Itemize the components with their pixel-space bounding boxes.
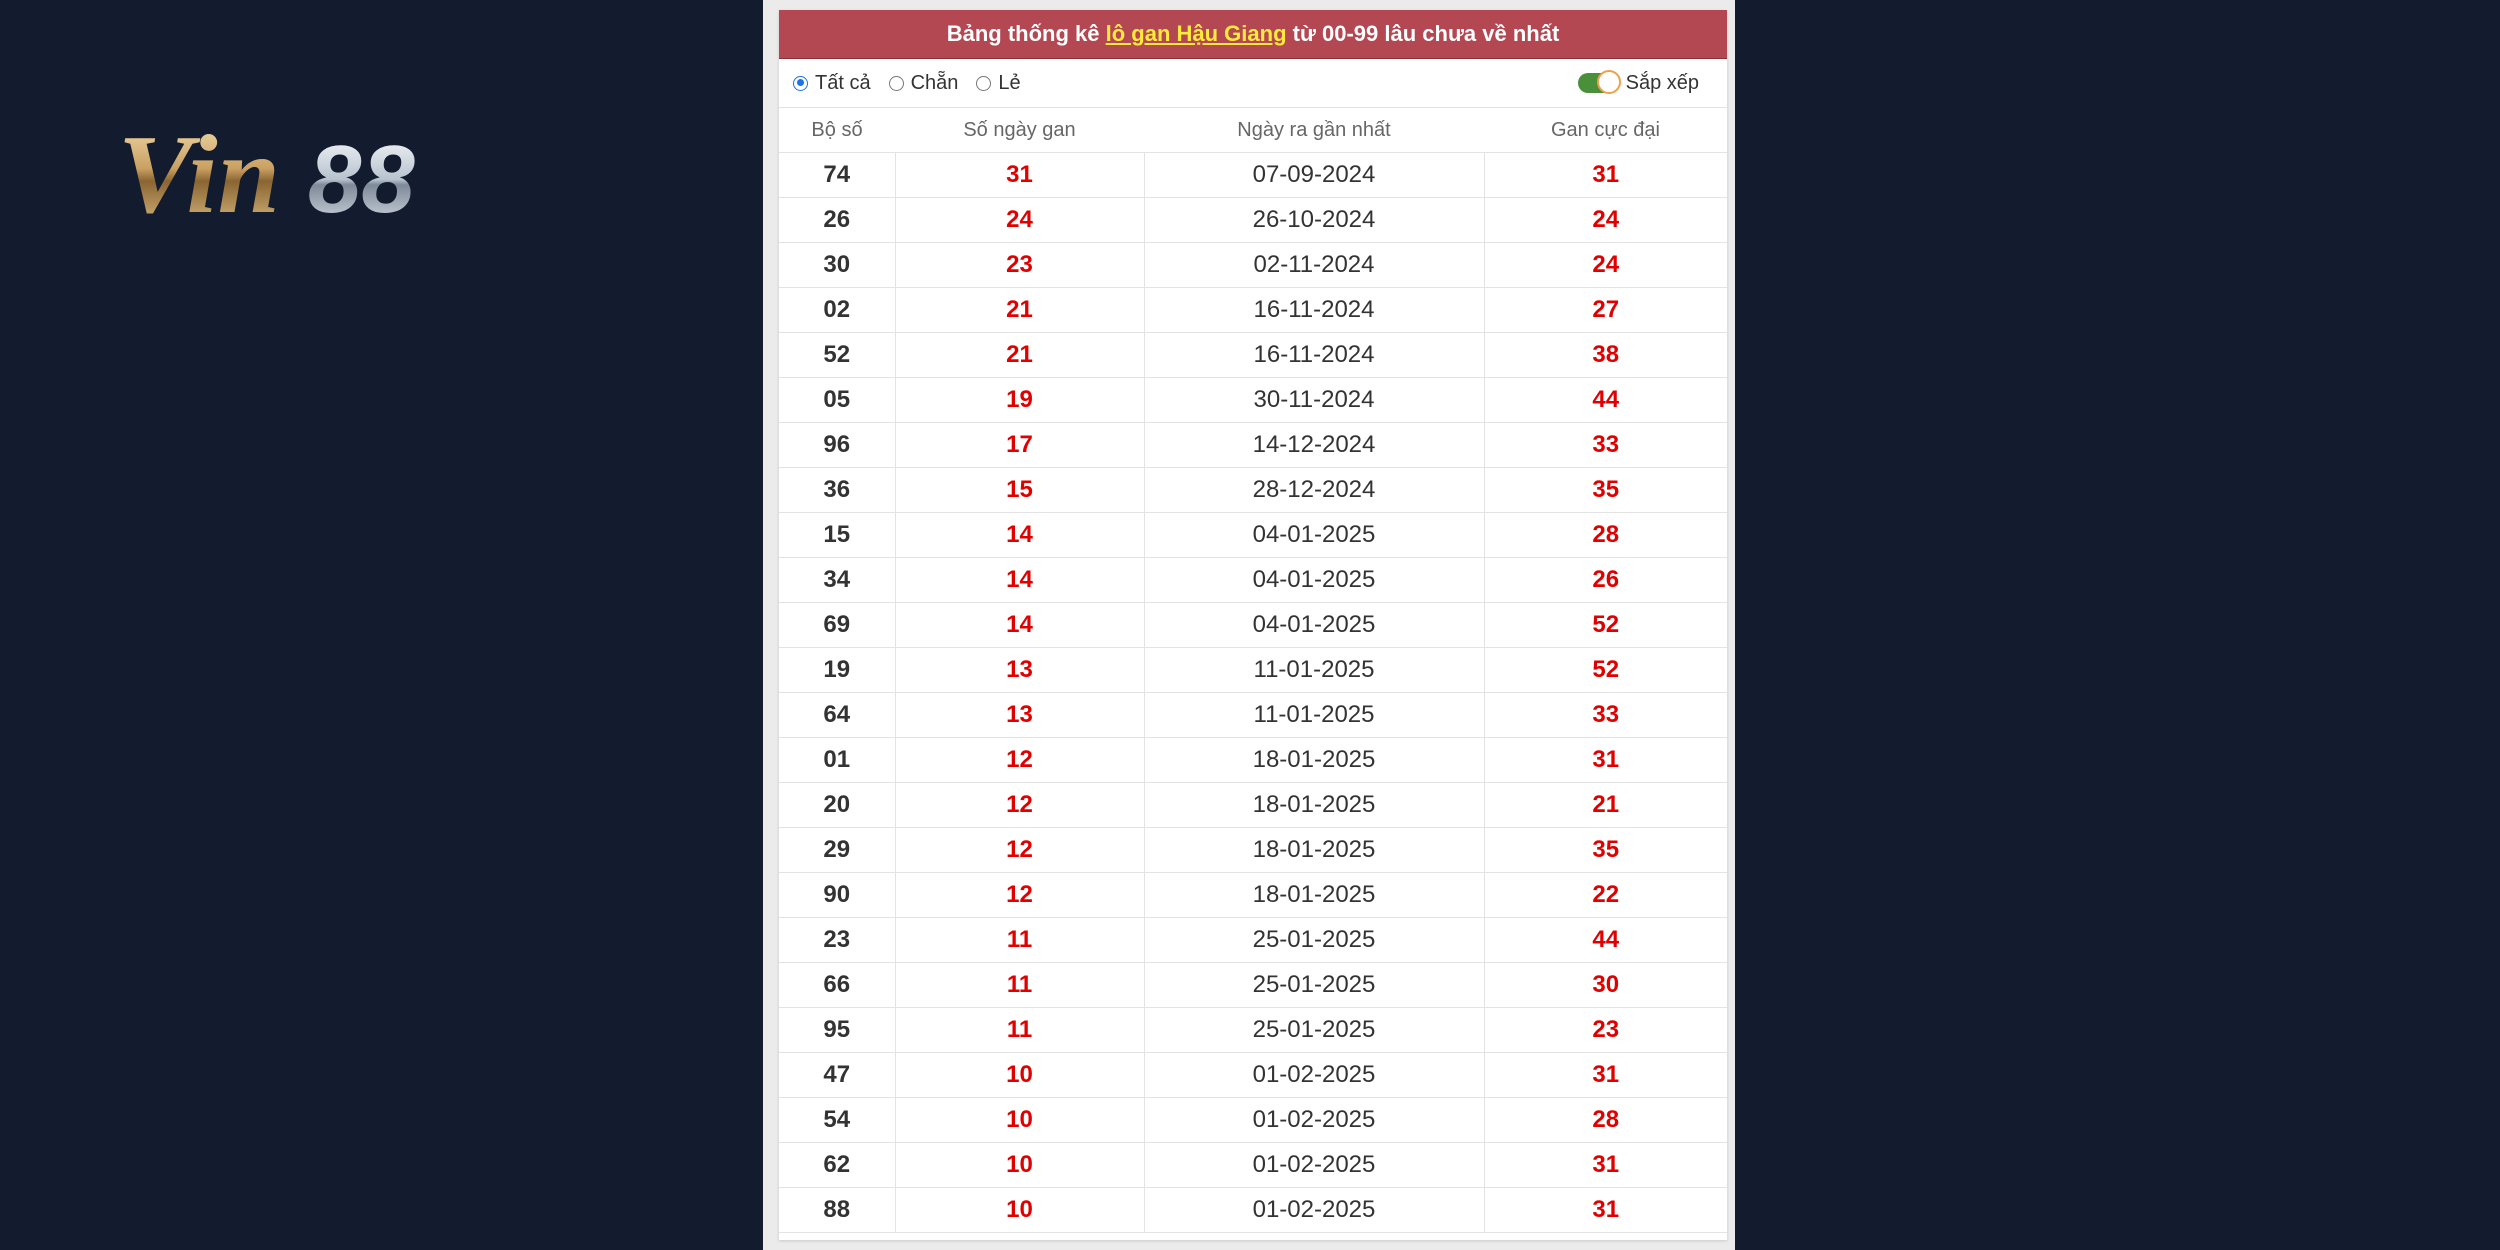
cell-last-date: 30-11-2024 (1144, 378, 1484, 423)
cell-number: 26 (779, 198, 895, 243)
table-row (779, 1053, 1727, 1098)
table-row (779, 738, 1727, 783)
cell-last-date: 16-11-2024 (1144, 288, 1484, 333)
cell-gan-days: 12 (895, 738, 1144, 783)
cell-gan-days: 13 (895, 693, 1144, 738)
table-row (779, 468, 1727, 513)
cell-last-date: 02-11-2024 (1144, 243, 1484, 288)
cell-number: 34 (779, 558, 895, 603)
filter-bar (779, 59, 1727, 108)
table-row (779, 603, 1727, 648)
cell-last-date: 01-02-2025 (1144, 1143, 1484, 1188)
cell-max-gan: 33 (1484, 423, 1727, 468)
table-row (779, 693, 1727, 738)
cell-gan-days: 15 (895, 468, 1144, 513)
cell-number: 88 (779, 1188, 895, 1233)
cell-gan-days: 10 (895, 1188, 1144, 1233)
toggle-knob (1597, 70, 1621, 94)
cell-last-date: 04-01-2025 (1144, 558, 1484, 603)
header-last-date: Ngày ra gần nhất (1144, 108, 1484, 153)
cell-max-gan: 31 (1484, 738, 1727, 783)
parity-filter (793, 59, 1039, 107)
header-max-gan: Gan cực đại (1484, 108, 1727, 153)
cell-gan-days: 12 (895, 783, 1144, 828)
cell-number: 23 (779, 918, 895, 963)
cell-gan-days: 19 (895, 378, 1144, 423)
title-link[interactable]: lô gan Hậu Giang (1105, 21, 1287, 46)
title-prefix: Bảng thống kê (946, 21, 1106, 46)
cell-number: 95 (779, 1008, 895, 1053)
card-title (779, 10, 1727, 59)
logo-text-88: 88 (308, 126, 415, 233)
table-header-row (779, 108, 1727, 153)
sort-control (1578, 59, 1699, 107)
title-suffix: từ 00-99 lâu chưa về nhất (1286, 21, 1560, 46)
cell-number: 36 (779, 468, 895, 513)
cell-max-gan: 21 (1484, 783, 1727, 828)
vin88-logo (118, 112, 488, 237)
cell-max-gan: 23 (1484, 1008, 1727, 1053)
table-row (779, 873, 1727, 918)
cell-number: 19 (779, 648, 895, 693)
cell-max-gan: 30 (1484, 963, 1727, 1008)
cell-max-gan: 31 (1484, 1188, 1727, 1233)
cell-gan-days: 14 (895, 513, 1144, 558)
cell-max-gan: 24 (1484, 198, 1727, 243)
cell-max-gan: 31 (1484, 1053, 1727, 1098)
cell-last-date: 07-09-2024 (1144, 153, 1484, 198)
table-row (779, 1188, 1727, 1233)
cell-number: 15 (779, 513, 895, 558)
cell-number: 30 (779, 243, 895, 288)
cell-gan-days: 10 (895, 1098, 1144, 1143)
cell-last-date: 04-01-2025 (1144, 603, 1484, 648)
header-number: Bộ số (779, 108, 895, 153)
cell-gan-days: 11 (895, 918, 1144, 963)
cell-number: 29 (779, 828, 895, 873)
table-row (779, 828, 1727, 873)
cell-gan-days: 21 (895, 333, 1144, 378)
cell-gan-days: 11 (895, 963, 1144, 1008)
cell-number: 05 (779, 378, 895, 423)
cell-number: 47 (779, 1053, 895, 1098)
table-row (779, 288, 1727, 333)
cell-gan-days: 17 (895, 423, 1144, 468)
cell-gan-days: 10 (895, 1143, 1144, 1188)
cell-max-gan: 52 (1484, 648, 1727, 693)
content-panel (763, 0, 1735, 1250)
cell-gan-days: 12 (895, 828, 1144, 873)
cell-gan-days: 23 (895, 243, 1144, 288)
cell-last-date: 11-01-2025 (1144, 693, 1484, 738)
table-row (779, 558, 1727, 603)
stats-card (779, 10, 1727, 1240)
cell-last-date: 11-01-2025 (1144, 648, 1484, 693)
cell-max-gan: 44 (1484, 918, 1727, 963)
cell-last-date: 01-02-2025 (1144, 1098, 1484, 1143)
cell-last-date: 26-10-2024 (1144, 198, 1484, 243)
table-row (779, 1098, 1727, 1143)
cell-last-date: 01-02-2025 (1144, 1188, 1484, 1233)
filter-even[interactable] (889, 72, 959, 95)
table-row (779, 513, 1727, 558)
cell-number: 64 (779, 693, 895, 738)
cell-number: 90 (779, 873, 895, 918)
table-row (779, 378, 1727, 423)
filter-odd[interactable] (976, 72, 1020, 95)
table-body (779, 153, 1727, 1233)
stats-table (779, 108, 1727, 1233)
cell-last-date: 16-11-2024 (1144, 333, 1484, 378)
cell-gan-days: 24 (895, 198, 1144, 243)
cell-gan-days: 14 (895, 603, 1144, 648)
cell-last-date: 04-01-2025 (1144, 513, 1484, 558)
cell-number: 96 (779, 423, 895, 468)
cell-max-gan: 31 (1484, 1143, 1727, 1188)
filter-odd-label: Lẻ (998, 71, 1021, 94)
cell-max-gan: 35 (1484, 828, 1727, 873)
cell-number: 66 (779, 963, 895, 1008)
radio-odd[interactable] (976, 76, 991, 91)
cell-last-date: 14-12-2024 (1144, 423, 1484, 468)
cell-last-date: 25-01-2025 (1144, 1008, 1484, 1053)
cell-last-date: 18-01-2025 (1144, 783, 1484, 828)
filter-all-label: Tất cả (815, 71, 871, 94)
cell-max-gan: 28 (1484, 513, 1727, 558)
table-row (779, 333, 1727, 378)
cell-number: 01 (779, 738, 895, 783)
filter-all[interactable] (793, 72, 871, 95)
table-row (779, 243, 1727, 288)
cell-max-gan: 22 (1484, 873, 1727, 918)
cell-max-gan: 44 (1484, 378, 1727, 423)
cell-gan-days: 13 (895, 648, 1144, 693)
table-row (779, 198, 1727, 243)
cell-gan-days: 31 (895, 153, 1144, 198)
cell-max-gan: 27 (1484, 288, 1727, 333)
cell-last-date: 25-01-2025 (1144, 918, 1484, 963)
cell-last-date: 01-02-2025 (1144, 1053, 1484, 1098)
cell-number: 52 (779, 333, 895, 378)
filter-even-label: Chẵn (910, 71, 959, 94)
cell-number: 02 (779, 288, 895, 333)
table-row (779, 648, 1727, 693)
cell-number: 74 (779, 153, 895, 198)
cell-number: 20 (779, 783, 895, 828)
cell-max-gan: 52 (1484, 603, 1727, 648)
cell-number: 62 (779, 1143, 895, 1188)
cell-last-date: 25-01-2025 (1144, 963, 1484, 1008)
sort-toggle[interactable] (1578, 73, 1618, 93)
table-row (779, 1143, 1727, 1188)
table-row (779, 918, 1727, 963)
cell-gan-days: 11 (895, 1008, 1144, 1053)
cell-last-date: 18-01-2025 (1144, 738, 1484, 783)
cell-last-date: 28-12-2024 (1144, 468, 1484, 513)
sort-label: Sắp xếp (1625, 71, 1699, 94)
cell-gan-days: 21 (895, 288, 1144, 333)
radio-even[interactable] (889, 76, 904, 91)
table-row (779, 1008, 1727, 1053)
cell-last-date: 18-01-2025 (1144, 828, 1484, 873)
header-gan-days: Số ngày gan (895, 108, 1144, 153)
radio-all[interactable] (793, 76, 808, 91)
table-row (779, 153, 1727, 198)
cell-gan-days: 14 (895, 558, 1144, 603)
logo-text-vin: Vin (118, 113, 280, 237)
cell-max-gan: 28 (1484, 1098, 1727, 1143)
cell-last-date: 18-01-2025 (1144, 873, 1484, 918)
cell-max-gan: 33 (1484, 693, 1727, 738)
cell-max-gan: 38 (1484, 333, 1727, 378)
table-row (779, 423, 1727, 468)
cell-number: 54 (779, 1098, 895, 1143)
cell-max-gan: 24 (1484, 243, 1727, 288)
cell-gan-days: 10 (895, 1053, 1144, 1098)
cell-max-gan: 31 (1484, 153, 1727, 198)
table-row (779, 963, 1727, 1008)
table-row (779, 783, 1727, 828)
cell-max-gan: 26 (1484, 558, 1727, 603)
cell-gan-days: 12 (895, 873, 1144, 918)
cell-number: 69 (779, 603, 895, 648)
cell-max-gan: 35 (1484, 468, 1727, 513)
